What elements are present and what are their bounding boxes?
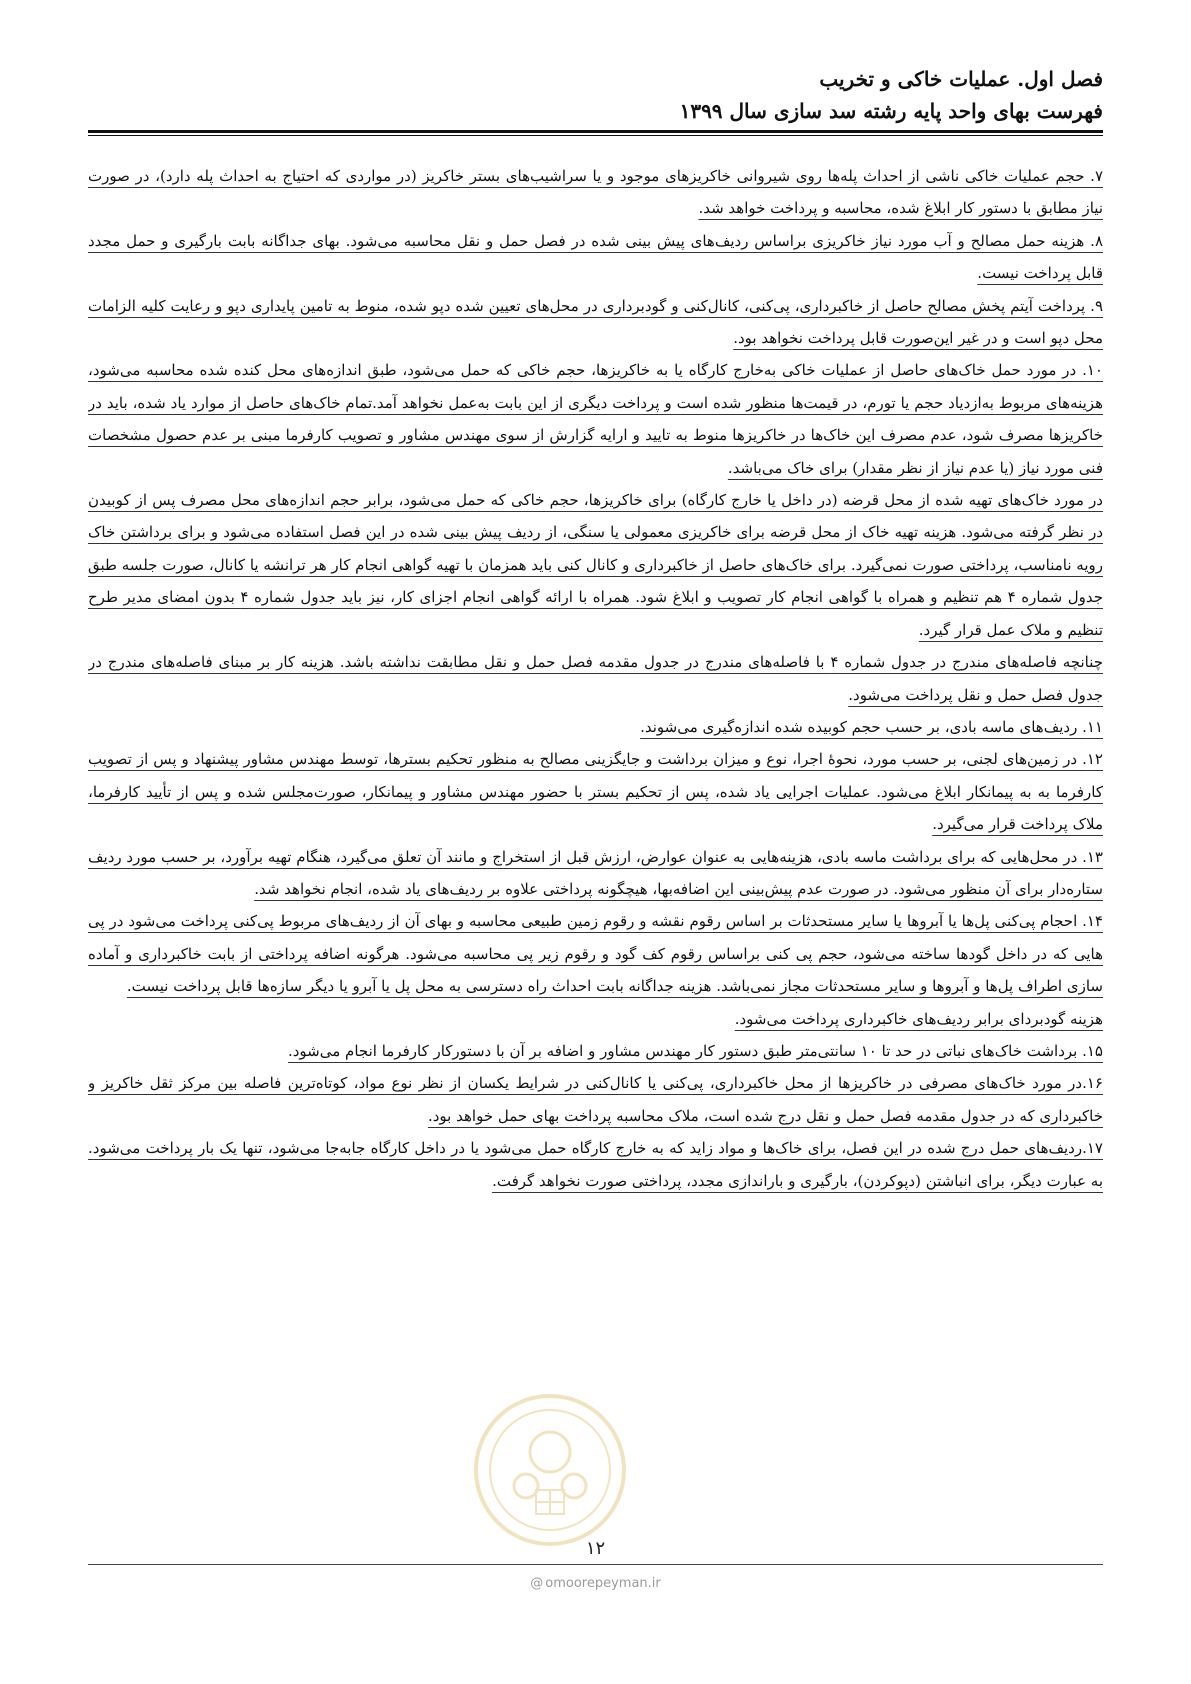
paragraph-7	[88, 160, 1103, 225]
paragraph-10	[88, 354, 1103, 484]
paragraph-13	[88, 841, 1103, 906]
paragraph-12	[88, 743, 1103, 840]
at-sign-icon: @	[530, 1576, 544, 1591]
website-text: omoorepeyman.ir	[545, 1576, 661, 1591]
paragraph-text: ۱۵. برداشت خاک‌های نباتی در حد تا ۱۰ سانتی‌متر طبق دستور کار مهندس مشاور و اضافه بر آن با دستورکار کارفرما انجام می‌شود.	[287, 1041, 1103, 1060]
paragraph-text: ۱۰. در مورد حمل خاک‌های حاصل از عملیات خاکی به‌خارج کارگاه یا به خاکریزها، حجم خاکی که حمل می‌شود، طبق اندازه‌های محل کنده شده محاسبه می‌شود، هزینه‌های مربوط به‌ازدیاد حجم یا تورم، در قیمت‌ها منظور شده است و پرداخت دیگری از این بابت به‌عمل نخواهد آمد.تمام خاک‌های حاصل از موارد یاد شده، باید در خاکریزها مصرف شود، عدم مصرف این خاک‌ها در خاکریزها منوط به تایید و ارایه گزارش از سوی مهندس مشاور و تصویب کارفرما مبنی بر عدم حصول مشخصات فنی مورد نیاز (یا عدم نیاز از نظر مقدار) برای خاک می‌باشد.	[88, 361, 1103, 477]
paragraph-9	[88, 290, 1103, 355]
paragraph-16	[88, 1067, 1103, 1132]
paragraph-text: ۱۴. احجام پی‌کنی پل‌ها یا آبروها یا سایر مستحدثات بر اساس رقوم نقشه و رقوم زمین طبیعی محاسبه و بهای آن از ردیف‌های مربوط پی‌کنی پرداخت می‌شود در پی هایی که در داخل گودها ساخته می‌شود، حجم پی کنی براساس رقوم کف گود و رقوم زیر پی محاسبه می‌شود. هرگونه اضافه پرداختی از بابت خاکبرداری و آماده سازی اطراف پل‌ها و آبروها و سایر مستحدثات مجاز نمی‌باشد. هزینه جداگانه بابت احداث راه دسترسی به محل پل یا آبرو یا دیگر سازه‌ها قابل پرداخت نیست.	[88, 912, 1103, 996]
paragraph-text: ۱۲. در زمین‌های لجنی، بر حسب مورد، نحوهٔ اجرا، نوع و میزان برداشت و جایگزینی مصالح به منظور تحکیم بسترها، توسط مهندس مشاور پیشنهاد و پس از تصویب کارفرما به به پیمانکار ابلاغ می‌شود. عملیات اجرایی یاد شده، پس از تحکیم بستر با حضور مهندس مشاور و پیمانکار، صورت‌مجلس شده و پس از تأیید کارفرما، ملاک پرداخت قرار می‌گیرد.	[88, 750, 1103, 834]
paragraph-text: ۱۳. در محل‌هایی که برای برداشت ماسه بادی، هزینه‌هایی به عنوان عوارض، ارزش قبل از استخراج و مانند آن تعلق می‌گیرد، هنگام تهیه برآورد، بر حسب مورد ردیف ستاره‌دار برای آن منظور می‌شود. در صورت عدم پیش‌بینی این اضافه‌بها، هیچگونه پرداختی علاوه بر ردیف‌های یاد شده، انجام نخواهد شد.	[88, 847, 1103, 898]
header-rule-thin	[88, 135, 1103, 136]
paragraph-11	[88, 711, 1103, 743]
footer-website	[0, 1576, 1191, 1591]
paragraph-8	[88, 225, 1103, 290]
document-subtitle: فهرست بهای واحد پایه رشته سد سازی سال ۱۳۹۹	[679, 99, 1103, 123]
footer-rule	[88, 1564, 1103, 1565]
page-number: ۱۲	[585, 1538, 606, 1559]
paragraph-text: ۷. حجم عملیات خاکی ناشی از احداث پله‌ها روی شیروانی خاکریزهای موجود و یا سراشیب‌های بستر خاکریز (در مواردی که احتیاج به احداث پله دارد)، در صورت نیاز مطابق با دستور کار ابلاغ شده، محاسبه و پرداخت خواهد شد.	[88, 167, 1103, 218]
seal-watermark-icon	[470, 1390, 630, 1550]
paragraph-text: هزینه گودبردای برابر ردیف‌های خاکبرداری پرداخت می‌شود.	[734, 1009, 1103, 1028]
header-rule-thick	[88, 130, 1103, 133]
paragraph-text: ۱۶.در مورد خاک‌های مصرفی در خاکریزها از محل خاکبرداری، پی‌کنی یا کانال‌کنی در شرایط یکسان از نظر نوع مواد، کوتاه‌ترین فاصله بین مرکز ثقل خاکریز و خاکبرداری که در جدول مقدمه فصل حمل و نقل درج شده است، ملاک محاسبه پرداخت بهای حمل خواهد بود.	[88, 1074, 1103, 1125]
page-header	[88, 64, 1103, 126]
paragraph-borrow-pit	[88, 484, 1103, 646]
paragraph-text: ۱۱. ردیف‌های ماسه بادی، بر حسب حجم کوبیده شده اندازه‌گیری می‌شوند.	[640, 717, 1103, 736]
paragraph-distances	[88, 646, 1103, 711]
paragraph-excavation-cost	[88, 1003, 1103, 1035]
paragraph-14	[88, 905, 1103, 1002]
paragraph-15	[88, 1035, 1103, 1067]
paragraph-text: در مورد خاک‌های تهیه شده از محل قرضه (در داخل یا خارج کارگاه) برای خاکریزها، حجم خاکی که حمل می‌شود، برابر حجم اندازه‌های محل مصرف پس از کوبیدن در نظر گرفته می‌شود. هزینه تهیه خاک از محل قرضه برای خاکریزی معمولی یا سنگی، از ردیف پیش بینی شده در این فصل استفاده می‌شود و برای برداشتن خاک رویه نامناسب، پرداختی صورت نمی‌گیرد. برای خاک‌های حاصل از خاکبرداری و کانال کنی باید همزمان با تهیه گواهی انجام کار هر ترانشه یا کانال، صورت جلسه طبق جدول شماره ۴ هم تنظیم و همراه با گواهی انجام کار تصویب و ابلاغ شود. همراه با ارائه گواهی انجام اجزای کار، نیز باید جدول شماره ۴ بدون امضای مدیر طرح تنظیم و ملاک عمل قرار گیرد.	[88, 491, 1103, 639]
document-body	[88, 160, 1103, 1505]
paragraph-text: ۱۷.ردیف‌های حمل درج شده در این فصل، برای خاک‌ها و مواد زاید که به خارج کارگاه حمل می‌شود یا در داخل کارگاه جابه‌جا می‌شود، تنها یک بار پرداخت می‌شود. به عبارت دیگر، برای انباشتن (دپوکردن)، بارگیری و باراندازی مجدد، پرداختی صورت نخواهد گرفت.	[88, 1139, 1103, 1190]
chapter-title: فصل اول. عملیات خاکی و تخریب	[819, 67, 1103, 91]
paragraph-text: چنانچه فاصله‌های مندرج در جدول شماره ۴ با فاصله‌های مندرج در جدول مقدمه فصل حمل و نقل مطابقت نداشته باشد. هزینه کار بر مبنای فاصله‌های مندرج در جدول فصل حمل و نقل پرداخت می‌شود.	[88, 653, 1103, 704]
paragraph-17	[88, 1132, 1103, 1197]
paragraph-text: ۹. پرداخت آیتم پخش مصالح حاصل از خاکبرداری، پی‌کنی، کانال‌کنی و گودبرداری در محل‌های تعیین شده دپو شده، منوط به تامین پایداری دپو و رعایت کلیه الزامات محل دپو است و در غیر این‌صورت قابل پرداخت نخواهد بود.	[88, 296, 1103, 348]
paragraph-text: ۸. هزینه حمل مصالح و آب مورد نیاز خاکریزی براساس ردیف‌های پیش بینی شده در فصل حمل و نقل محاسبه می‌شود. بهای جداگانه بابت بارگیری و حمل مجدد قابل پرداخت نیست.	[88, 231, 1103, 283]
